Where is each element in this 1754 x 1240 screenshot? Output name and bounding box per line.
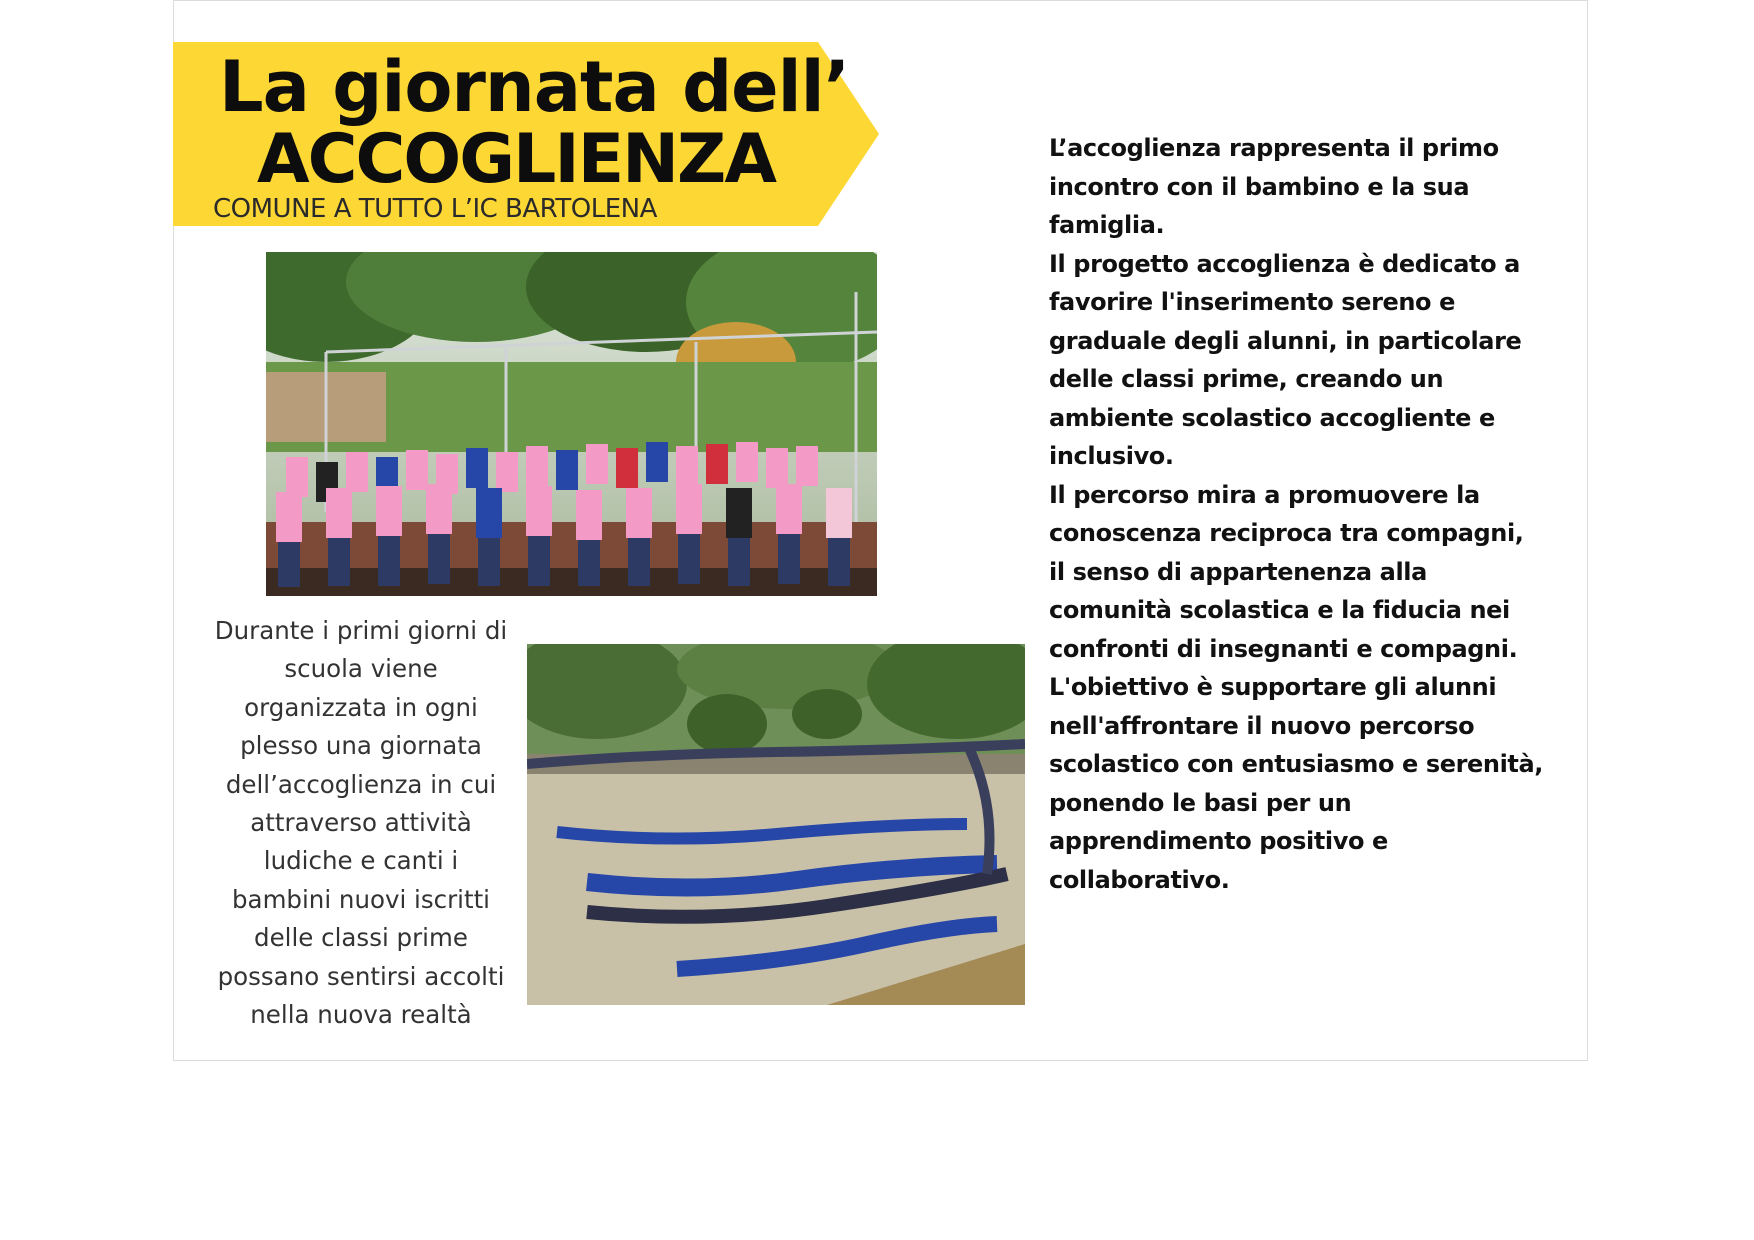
caption-line: Durante i primi giorni di xyxy=(214,616,508,645)
description-text xyxy=(1049,129,1569,899)
description-line: Il percorso mira a promuovere la xyxy=(1049,480,1480,509)
description-line: graduale degli alunni, in particolare xyxy=(1049,326,1522,355)
caption-line: dell’accoglienza in cui xyxy=(225,769,497,799)
description-line: comunità scolastica e la fiducia nei xyxy=(1049,596,1510,624)
description-line: inclusivo. xyxy=(1049,442,1174,470)
page-subtitle: COMUNE A TUTTO L’IC BARTOLENA xyxy=(213,194,657,224)
description-line: incontro con il bambino e la sua xyxy=(1049,172,1470,201)
caption-line: plesso una giornata xyxy=(240,731,482,761)
description-line: conoscenza reciproca tra compagni, xyxy=(1049,519,1524,547)
caption-line: nella nuova realtà xyxy=(250,1000,472,1030)
description-line: Il progetto accoglienza è dedicato a xyxy=(1049,249,1520,278)
description-line: apprendimento positivo e xyxy=(1049,827,1388,855)
description-line: collaborativo. xyxy=(1049,865,1230,894)
description-line: il senso di appartenenza alla xyxy=(1049,557,1427,586)
description-line: favorire l'inserimento sereno e xyxy=(1049,288,1455,316)
photo-children-on-stage xyxy=(266,252,877,596)
description-line: L'obiettivo è supportare gli alunni xyxy=(1049,673,1497,701)
caption-line: organizzata in ogni xyxy=(244,692,478,722)
photo-aerial-children-courtyard xyxy=(527,644,1025,1005)
description-line: scolastico con entusiasmo e serenità, xyxy=(1049,750,1544,778)
description-line: famiglia. xyxy=(1049,211,1165,239)
description-line: ponendo le basi per un xyxy=(1049,788,1352,817)
description-line: nell'affrontare il nuovo percorso xyxy=(1049,711,1475,740)
caption-line: ludiche e canti i xyxy=(263,846,459,876)
description-line: delle classi prime, creando un xyxy=(1049,365,1444,393)
caption-line: bambini nuovi iscritti xyxy=(232,884,490,914)
caption-line: delle classi prime xyxy=(254,923,468,953)
caption-line: possano sentirsi accolti xyxy=(217,961,505,991)
caption-text xyxy=(206,612,516,1034)
caption-line: attraverso attività xyxy=(250,808,472,838)
description-line: L’accoglienza rappresenta il primo xyxy=(1049,134,1499,162)
description-line: confronti di insegnanti e compagni. xyxy=(1049,634,1518,663)
caption-line: scuola viene xyxy=(284,654,438,684)
page-title-line-2: ACCOGLIENZA xyxy=(257,120,775,199)
page-title-line-1: La giornata dell’ xyxy=(219,46,850,128)
description-line: ambiente scolastico accogliente e xyxy=(1049,403,1495,432)
title-banner xyxy=(173,42,879,226)
